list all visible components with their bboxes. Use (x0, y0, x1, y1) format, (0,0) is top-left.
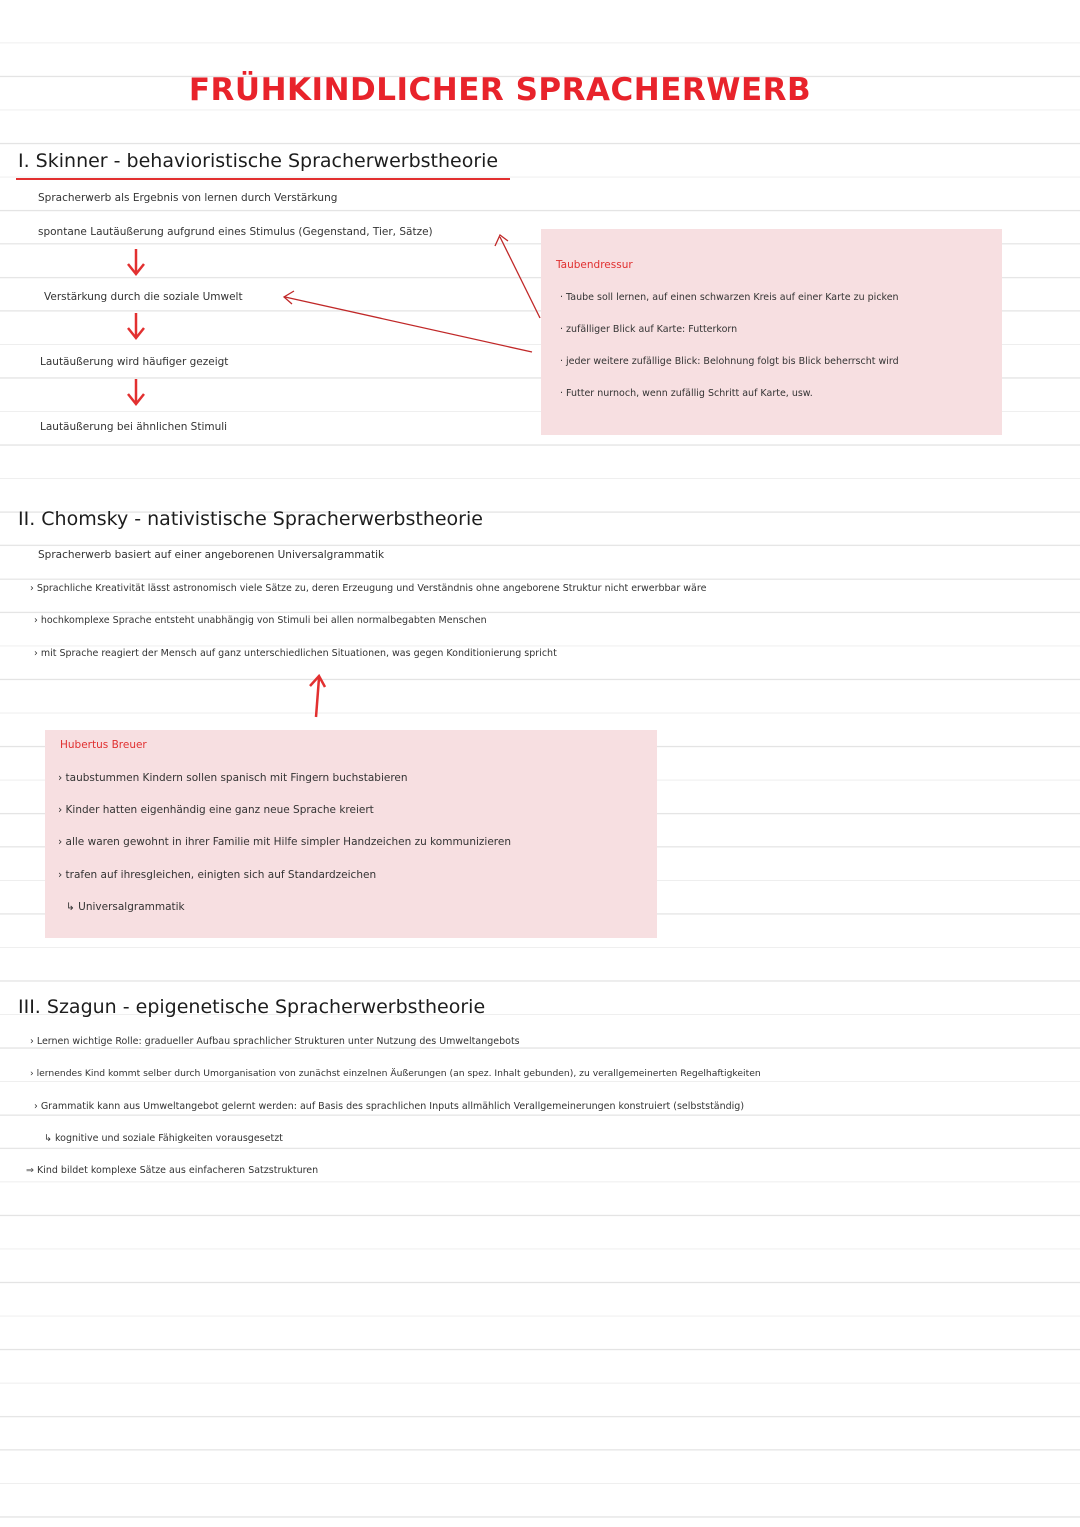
section1-line-1: Spracherwerb als Ergebnis von lernen durch Verstärkung (38, 192, 338, 204)
section1-step-1: Verstärkung durch die soziale Umwelt (44, 291, 243, 303)
taubendressur-item-1: · Taube soll lernen, auf einen schwarzen Kreis auf einer Karte zu picken (560, 292, 899, 303)
section2-heading: II. Chomsky - nativistische Spracherwerbstheorie (18, 508, 483, 530)
section3-line-2: › lernendes Kind kommt selber durch Umorganisation von zunächst einzelnen Äußerungen (an spez. Inhalt gebunden), zu verallgemeinerten Regelhaftigkeiten (30, 1068, 761, 1079)
section2-line-4: › mit Sprache reagiert der Mensch auf ganz unterschiedlichen Situationen, was gegen Konditionierung spricht (34, 648, 557, 659)
section1-step-2: Lautäußerung wird häufiger gezeigt (40, 356, 229, 368)
section3-line-4: ↳ kognitive und soziale Fähigkeiten vorausgesetzt (44, 1133, 283, 1144)
section1-heading: I. Skinner - behavioristische Spracherwerbstheorie (18, 150, 499, 172)
section2-line-1: Spracherwerb basiert auf einer angeborenen Universalgrammatik (38, 549, 385, 561)
section1-step-3: Lautäußerung bei ähnlichen Stimuli (40, 421, 228, 433)
hubertus-breuer-item-2: › Kinder hatten eigenhändig eine ganz neue Sprache kreiert (58, 804, 374, 816)
hubertus-breuer-item-3: › alle waren gewohnt in ihrer Familie mit Hilfe simpler Handzeichen zu kommunizieren (58, 836, 511, 848)
taubendressur-item-3: · jeder weitere zufällige Blick: Belohnung folgt bis Blick beherrscht wird (560, 356, 899, 367)
section3-heading: III. Szagun - epigenetische Spracherwerbstheorie (18, 996, 486, 1018)
taubendressur-title: Taubendressur (556, 259, 633, 271)
connector-arrows (0, 0, 1080, 480)
hubertus-breuer-item-4: › trafen auf ihresgleichen, einigten sich auf Standardzeichen (58, 869, 377, 881)
arrow-up-icon (304, 672, 328, 720)
section3-line-1: › Lernen wichtige Rolle: gradueller Aufbau sprachlicher Strukturen unter Nutzung des Umweltangebots (30, 1036, 520, 1047)
hubertus-breuer-item-1: › taubstummen Kindern sollen spanisch mit Fingern buchstabieren (58, 772, 408, 784)
taubendressur-item-4: · Futter nurnoch, wenn zufällig Schritt auf Karte, usw. (560, 388, 813, 399)
section2-line-2: › Sprachliche Kreativität lässt astronomisch viele Sätze zu, deren Erzeugung und Verständnis ohne angeborene Struktur nicht erwerbbar wäre (30, 583, 707, 594)
hubertus-breuer-title: Hubertus Breuer (60, 739, 147, 751)
section1-line-2: spontane Lautäußerung aufgrund eines Stimulus (Gegenstand, Tier, Sätze) (38, 226, 433, 238)
hubertus-breuer-item-5: ↳ Universalgrammatik (66, 901, 185, 913)
taubendressur-item-2: · zufälliger Blick auf Karte: Futterkorn (560, 324, 738, 335)
section3-line-5: ⇒ Kind bildet komplexe Sätze aus einfacheren Satzstrukturen (26, 1165, 319, 1176)
page-title: FRÜHKINDLICHER SPRACHERWERB (188, 72, 812, 108)
section3-line-3: › Grammatik kann aus Umweltangebot gelernt werden: auf Basis des sprachlichen Inputs allmählich Verallgemeinerungen konstruiert (selbstständig) (34, 1101, 745, 1112)
section2-line-3: › hochkomplexe Sprache entsteht unabhängig von Stimuli bei allen normalbegabten Menschen (34, 615, 487, 626)
